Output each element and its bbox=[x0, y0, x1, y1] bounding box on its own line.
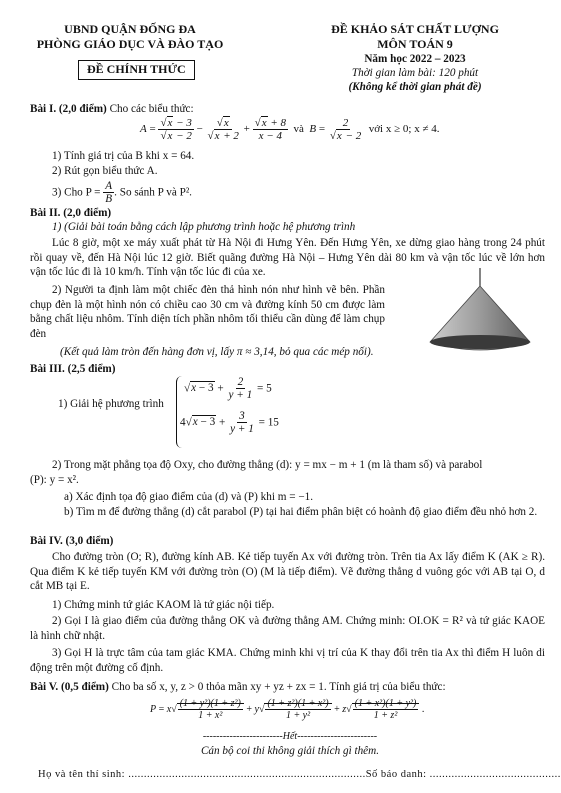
problem-5-heading bbox=[30, 680, 446, 695]
department-name: UBND QUẬN ĐỐNG ĐA bbox=[64, 22, 196, 36]
eq2-rhs: = 15 bbox=[258, 416, 279, 429]
problem-2-title: Bài II. (2,0 điểm) bbox=[30, 207, 112, 219]
formula-A-B: A = $\frac{√x - 3}{√x - 2}$ − $\frac{√x}{√x + 2}$ + $\frac{√x + 8}{x - 4}$ và B = $\frac{2}{√x - 2}$ với x ≥ 0; x ≠ 4. bbox=[140, 117, 440, 143]
exam-title: ĐỀ KHẢO SÁT CHẤT LƯỢNG bbox=[331, 22, 499, 36]
proctor-note: Cán bộ coi thi không giải thích gì thêm. bbox=[200, 745, 380, 757]
official-exam-badge: ĐỀ CHÍNH THỨC bbox=[78, 60, 195, 80]
problem-2-note: (Kết quả làm tròn đến hàng đơn vị, lấy π ≈ 3,14, bỏ qua các mép nối). bbox=[60, 346, 374, 358]
problem-3-qb: b) Tìm m để đường thẳng (d) cắt parabol (P) tại hai điểm phân biệt có hoành độ giao điểm đều nhỏ hơn 2. bbox=[64, 506, 538, 518]
candidate-info-line: Họ và tên thí sinh: ............................................................................Số báo danh: .......................................... bbox=[38, 769, 561, 780]
problem-1-q3: 3) Cho P = $\frac{A}{B}$ . So sánh P và P². bbox=[52, 180, 192, 206]
problem-1-intro: Cho các biểu thức: bbox=[109, 103, 194, 115]
problem-3-title: Bài III. (2,5 điểm) bbox=[30, 363, 116, 375]
problem-3-qa: a) Xác định tọa độ giao điểm của (d) và (P) khi m = −1. bbox=[64, 491, 314, 503]
problem-1-q2: 2) Rút gọn biểu thức A. bbox=[52, 165, 158, 177]
duration-note: (Không kể thời gian phát đề) bbox=[348, 81, 482, 93]
equation-1: √x − 3 + $\frac{2}{y + 1}$ = 5 bbox=[184, 376, 272, 402]
duration: Thời gian làm bài: 120 phút bbox=[351, 67, 479, 79]
problem-3-q2a: 2) Trong mặt phẳng tọa độ Oxy, cho đường thẳng (d): y = mx − m + 1 (m là tham số) và parabol bbox=[52, 459, 483, 471]
office-name: PHÒNG GIÁO DỤC VÀ ĐÀO TẠO bbox=[36, 37, 224, 51]
problem-5-text: Cho ba số x, y, z > 0 thỏa mãn xy + yz + zx = 1. Tính giá trị của biểu thức: bbox=[111, 681, 446, 693]
problem-4-q3: 3) Gọi H là trực tâm của tam giác KMA. Chứng minh khi vị trí của K thay đổi trên tia Ax thì điểm H luôn di động trên một đường cố định. bbox=[30, 647, 545, 674]
and-word: và bbox=[293, 123, 304, 136]
equation-2: 4√x − 3 + $\frac{3}{y + 1}$ = 15 bbox=[180, 410, 279, 436]
problem-2-text2: 2) Người ta định làm một chiếc đèn thả hình nón như hình vẽ bên. Phần chụp đèn là một hình nón có chiều cao 30 cm và đường kính 50 cm được làm bằng chất liệu nhôm. Tính diện tích phần nhôm tối thiểu cần dùng để làm chụp đèn bbox=[30, 284, 385, 340]
subject: MÔN TOÁN 9 bbox=[377, 37, 453, 51]
problem-3-q2b: (P): y = x². bbox=[30, 474, 79, 486]
problem-5-title: Bài V. (0,5 điểm) bbox=[30, 681, 109, 693]
school-year: Năm học 2022 – 2023 bbox=[364, 53, 466, 65]
problem-4-title: Bài IV. (3,0 điểm) bbox=[30, 535, 114, 547]
problem-4-text: Cho đường tròn (O; R), đường kính AB. Kẻ tiếp tuyến Ax với đường tròn. Trên tia Ax lấy điểm K (AK ≥ R). Qua điểm K kẻ tiếp tuyến KM với đường tròn (O) (M là tiếp điểm). Vẽ đường thẳng d vuông góc với AB tại O, d cắt MB tại E. bbox=[30, 551, 545, 593]
problem-4-q2: 2) Gọi I là giao điểm của đường thẳng OK và đường thẳng AM. Chứng minh: OI.OK = R² và tứ giác KAOE là hình chữ nhật. bbox=[30, 615, 545, 642]
end-marker: ------------------------Hết------------------------ bbox=[202, 731, 378, 742]
condition: với x ≥ 0; x ≠ 4. bbox=[368, 123, 440, 136]
problem-3-q1: 1) Giải hệ phương trình bbox=[58, 398, 164, 410]
formula-P: P = x√ $\frac{\text{(1 + y²)(1 + z²)}}{\text{1 + x²}}$ + y√ $\frac{\text{(1 + z²)(1 + x²)}}{\text{1 + y²}}$ + z√ $\frac{\text{(1 + x²)(1 + y²)}}{\text{1 + z²}}$ . bbox=[150, 698, 425, 721]
problem-2-sub1: 1) (Giải bài toán bằng cách lập phương trình hoặc hệ phương trình bbox=[52, 221, 356, 233]
q3-prefix: 3) Cho P = bbox=[52, 186, 101, 199]
problem-1-heading bbox=[30, 102, 194, 117]
eq1-rhs: = 5 bbox=[257, 382, 272, 395]
problem-2-text1: Lúc 8 giờ, một xe máy xuất phát từ Hà Nội đi Hưng Yên. Đến Hưng Yên, xe dừng giao hàng trong 24 phút rồi quay về, đến Hà Nội lúc 12 giờ. Biết quãng đường Hà Nội – Hưng Yên dài 80 km và vận tốc lúc về lớn hơn vận tốc lúc đi là 10 km/h. Tính vận tốc lúc đi của xe. bbox=[30, 237, 545, 279]
problem-4-q1: 1) Chứng minh tứ giác KAOM là tứ giác nội tiếp. bbox=[52, 599, 275, 611]
problem-1-title: Bài I. (2,0 điểm) bbox=[30, 103, 107, 115]
q3-suffix: . So sánh P và P². bbox=[114, 186, 192, 199]
cone-lamp-figure bbox=[422, 268, 542, 356]
problem-1-q1: 1) Tính giá trị của B khi x = 64. bbox=[52, 150, 195, 162]
